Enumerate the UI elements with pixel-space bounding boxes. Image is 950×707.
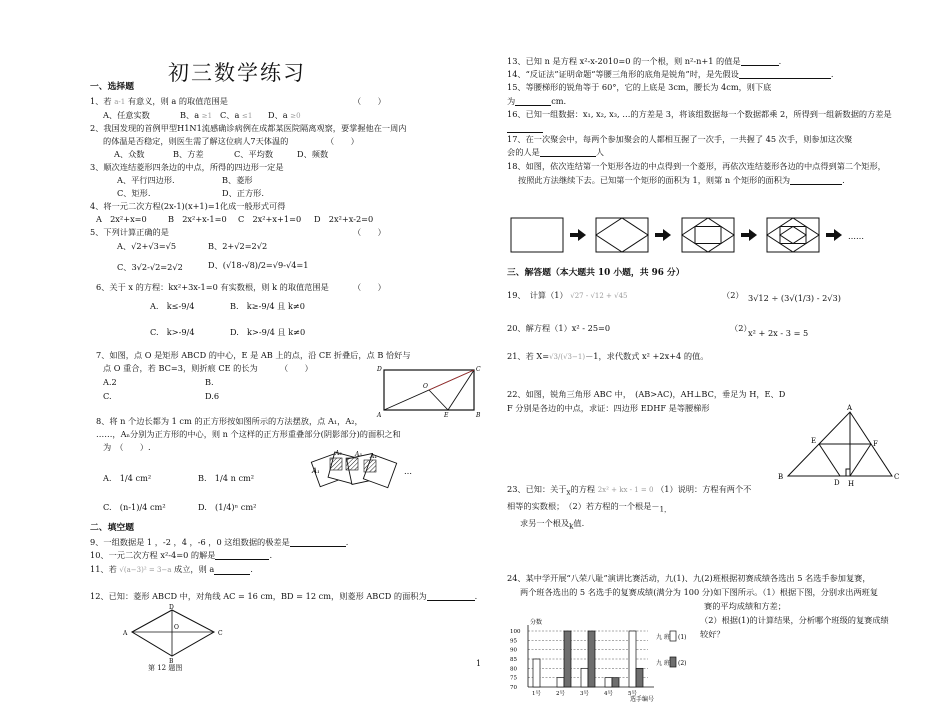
q22-label-h: H — [848, 480, 855, 488]
q6-paren: （ ） — [353, 282, 386, 292]
section-fill: 二、填空题 — [90, 523, 134, 533]
q8-option-c: C. (n-1)/4 cm² — [103, 502, 166, 512]
q17-line-2: 会的人是 人 — [507, 147, 604, 157]
q2-option-b: B、方差 — [173, 149, 204, 159]
y-tick-label: 90 — [510, 647, 517, 654]
bar-series-1 — [557, 678, 564, 687]
q20-expr-2: x² + 2x - 3 = 5 — [748, 328, 809, 338]
q7-option-a: A.2 — [103, 377, 117, 387]
q5-option-a: A、√2+√3=√5 — [117, 241, 177, 251]
q12-label-b: B — [169, 658, 174, 665]
x-axis-label: 选手编号 — [630, 696, 655, 703]
q16-stem: 16、已知一组数据：x₁, x₂, x₃, …的方差是 3，将该组数据每一个数据都乘 2，所得到一组新数据的方差是 — [507, 109, 892, 119]
q12-caption: 第 12 题图 — [148, 664, 183, 672]
q19-stem: 19、 计算（1） √27 - √12 + √45 — [507, 290, 628, 300]
q4-stem: 4、将一元二次方程(2x-1)(x+1)=1化成一般形式可得 — [90, 201, 286, 211]
q7-option-c: C. — [103, 391, 112, 401]
section-choice: 一、选择题 — [90, 82, 134, 92]
q21-fraction: √3/(√3−1) — [549, 353, 586, 361]
svg-text:A₁: A₁ — [312, 467, 320, 475]
q1-option-d: D、a ≥0 — [268, 110, 301, 120]
q18-line-2: 按照此方法继续下去。已知第一个矩形的面积为 1，则第 n 个矩形的面积为 . — [518, 175, 845, 185]
q6-option-b: B. k≥-9/4 且 k≠0 — [230, 301, 305, 311]
q9-stem: 9、一组数据是 1 ，-2 ，4 ，-6 ，0 这组数据的极差是 . — [90, 537, 349, 547]
q16-answer-blank[interactable] — [507, 124, 543, 133]
q24-line-2: 两个班各选出的 5 名选手的复赛成绩(满分为 100 分)如下图所示。（1）根据下图，分别求出两班复 — [520, 587, 879, 597]
q22-line-1: 22、如图，锐角三角形 ABC 中， (AB>AC)，AH⊥BC，垂足为 H，E、D — [507, 389, 786, 399]
q22-label-f: F — [873, 440, 878, 448]
x-tick-label: 4号 — [604, 691, 613, 697]
q15-stem: 15、等腰梯形的锐角等于 60°，它的上底是 3cm，腰长为 4cm，则下底 — [507, 82, 772, 92]
y-tick-label: 80 — [510, 666, 517, 673]
q20-part-2-label: （2） — [730, 323, 752, 333]
q14-answer-blank[interactable] — [739, 70, 831, 79]
y-tick-label: 100 — [510, 629, 521, 635]
svg-text:…: … — [404, 467, 412, 476]
q20-stem: 20、解方程（1）x² - 25=0 — [507, 323, 611, 333]
bar-series-1 — [533, 659, 540, 687]
q4-option-d: D 2x²+x-2=0 — [314, 214, 374, 224]
y-tick-label: 95 — [510, 638, 517, 645]
q2-line-1: 2、我国发现的首例甲型H1N1流感确诊病例在成都某医院隔离观察，要掌握他在一周内 — [90, 123, 407, 133]
y-axis-label: 分数 — [530, 619, 543, 626]
q1-option-b: B、a ≥1 — [180, 110, 213, 120]
q1-radical: a-1 — [114, 98, 126, 106]
q23-line-3: 求另一个根及$_k$值. — [520, 518, 585, 531]
svg-text:A₄: A₄ — [370, 453, 377, 460]
x-tick-label: 2号 — [556, 691, 565, 697]
q18-figure — [508, 213, 876, 257]
q19-expr-1: √27 - √12 + √45 — [570, 292, 628, 300]
q2-option-a: A、众数 — [114, 149, 145, 159]
q9-answer-blank[interactable] — [290, 538, 346, 547]
q22-label-b: B — [778, 473, 784, 481]
q11-stem: 11、若 √(a−3)² = 3−a 成立，则 a . — [90, 564, 253, 574]
page-number: 1 — [476, 659, 482, 668]
legend-name-2: 九 班 — [656, 660, 670, 667]
q3-option-d: D、正方形. — [222, 188, 264, 198]
q7-paren: （ ） — [280, 363, 313, 373]
q8-line-3: 为 （ ）. — [103, 442, 151, 452]
q7-line-1: 7、如图，点 O 是矩形 ABCD 的中心，E 是 AB 上的点，沿 CE 折叠后，点 B 恰好与 — [96, 350, 411, 360]
q3-option-c: C、矩形. — [117, 188, 151, 198]
q24-line-4: （2）根据(1)的计算结果，分析哪个班级的复赛成绩 — [700, 615, 889, 625]
q7-label-o: O — [423, 383, 428, 390]
q2-option-d: D、频数 — [297, 149, 329, 159]
q22-figure — [776, 402, 902, 488]
y-tick-label: 70 — [510, 685, 517, 691]
bar-series-1 — [605, 678, 612, 687]
q5-option-c: C、3√2-√2=2√2 — [117, 262, 183, 272]
q12-label-a: A — [123, 630, 128, 637]
bar-series-1 — [581, 668, 588, 687]
x-tick-label: 1号 — [532, 691, 541, 697]
q5-paren: （ ） — [353, 227, 386, 237]
q1-option-a: A、任意实数 — [103, 110, 150, 120]
q14-stem: 14、“反证法”证明命题“等腰三角形的底角是锐角”时，是先假设 . — [507, 69, 834, 79]
bar-series-2 — [636, 668, 643, 687]
legend-mark-2: (2) — [678, 660, 687, 667]
q1-option-c: C、a ≤1 — [220, 110, 253, 120]
q19-part-2-label: （2） — [722, 290, 744, 300]
q17-line-1: 17、在一次聚会中，每两个参加聚会的人都相互握了一次手，一共握了 45 次手，则参加这次聚 — [507, 134, 853, 144]
q6-stem: 6、关于 x 的方程：kx²+3x-1=0 有实数根，则 k 的取值范围是 — [96, 282, 329, 292]
q5-option-d: D、(√18-√8)/2=√9-√4=1 — [208, 260, 309, 270]
svg-text:A₂: A₂ — [335, 450, 342, 457]
q8-figure — [308, 444, 420, 498]
section-answer: 三、解答题（本大题共 10 小题，共 96 分） — [507, 268, 685, 278]
y-tick-label: 85 — [510, 657, 517, 663]
q19-expr-2: 3√12 ÷ (3√(1/3) - 2√3) — [748, 293, 841, 303]
q7-label-e: E — [444, 412, 449, 419]
q24-line-3: 赛的平均成绩和方差； — [704, 601, 786, 611]
bar-series-2 — [588, 631, 595, 687]
q15-line-2: 为 cm. — [507, 96, 567, 106]
x-tick-label: 3号 — [580, 691, 589, 697]
q4-option-c: C 2x²+x+1=0 — [238, 214, 302, 224]
q10-stem: 10、一元二次方程 x²-4=0 的解是 . — [90, 550, 273, 560]
q18-answer-blank[interactable] — [790, 176, 842, 185]
q23-line-2: 相等的实数根； （2）若方程的一个根是$-_{1,}$ — [507, 501, 672, 514]
q7-label-a: A — [377, 412, 382, 419]
q5-option-b: B、2+√2=2√2 — [208, 241, 268, 251]
q3-option-a: A、平行四边形. — [117, 175, 175, 185]
bar-series-1 — [629, 631, 636, 687]
q18-line-1: 18、如图，依次连结第一个矩形各边的中点得到一个菱形，再依次连结菱形各边的中点得到第二个矩形， — [507, 161, 886, 171]
q22-label-d: D — [834, 479, 840, 487]
q12-label-d: D — [169, 604, 174, 611]
q18-ellipsis: …… — [848, 232, 864, 241]
q7-option-b: B. — [205, 377, 214, 387]
q3-stem: 3、顺次连结菱形四条边的中点，所得的四边形一定是 — [90, 162, 284, 172]
q22-label-c: C — [894, 473, 900, 481]
legend-mark-1: (1) — [678, 634, 687, 641]
q24-chart — [508, 617, 687, 703]
q8-line-1: 8、将 n 个边长都为 1 cm 的正方形按如图所示的方法摆放，点 A₁，A₂， — [96, 416, 363, 426]
q8-option-d: D. (1/4)ⁿ cm² — [198, 502, 257, 512]
q8-option-a: A. 1/4 cm² — [103, 473, 152, 483]
q7-label-b: B — [476, 412, 481, 419]
q12-answer-blank[interactable] — [427, 592, 475, 601]
q16-blank-line — [507, 123, 543, 133]
q1-stem: 1、若 a-1 有意义，则 a 的取值范围是 — [90, 96, 228, 106]
q5-stem: 5、下列计算正确的是 — [90, 227, 169, 237]
q2-line-2: 的体温是否稳定，则医生需了解这位病人7天体温的 — [103, 136, 289, 146]
page-title: 初三数学练习 — [168, 61, 306, 85]
q12-label-c: C — [218, 630, 223, 637]
q11-answer-blank[interactable] — [214, 566, 250, 575]
q22-label-e: E — [811, 437, 817, 445]
q7-line-2: 点 O 重合，若 BC=3，则折痕 CE 的长为 — [103, 363, 258, 373]
q13-stem: 13、已知 n 是方程 x²-x-2010=0 的一个根，则 n²-n+1 的值是 . — [507, 56, 782, 66]
q24-line-1: 24、某中学开展“八荣八耻”演讲比赛活动，九(1)、九(2)班根据初赛成绩各选出 5 名选手参加复赛， — [507, 573, 871, 583]
q4-option-a: A 2x²+x=0 — [96, 214, 147, 224]
q3-option-b: B、菱形 — [222, 175, 253, 185]
q1-paren: （ ） — [353, 96, 386, 106]
q4-option-b: B 2x²+x-1=0 — [168, 214, 227, 224]
q12-stem: 12、已知：菱形 ABCD 中，对角线 AC = 16 cm，BD = 12 cm，则菱形 ABCD 的面积为 . — [90, 591, 478, 601]
q6-option-c: C. k>-9/4 — [150, 327, 195, 337]
q17-answer-blank[interactable] — [540, 148, 596, 157]
q22-label-a: A — [847, 404, 853, 412]
q7-option-d: D.6 — [205, 391, 220, 401]
q12-label-o: O — [174, 624, 179, 631]
q8-line-2: ……，Aₙ分别为正方形的中心，则 n 个这样的正方形重叠部分(阴影部分)的面积之和 — [96, 429, 401, 439]
q12-figure — [122, 604, 228, 664]
q15-answer-blank[interactable] — [515, 97, 551, 106]
q11-radical: √(a−3)² = 3−a — [119, 566, 172, 574]
q24-line-5: 较好？ — [700, 629, 725, 639]
legend-swatch-2 — [670, 657, 676, 667]
y-tick-label: 75 — [510, 675, 517, 682]
bar-series-2 — [564, 631, 571, 687]
q6-option-a: A. k≤-9/4 — [150, 301, 195, 311]
q7-figure — [376, 364, 484, 418]
q7-label-c: C — [476, 366, 481, 373]
legend-swatch-1 — [670, 631, 676, 641]
q7-label-d: D — [377, 366, 382, 373]
svg-text:A₃: A₃ — [355, 451, 362, 458]
q6-option-d: D. k>-9/4 且 k≠0 — [230, 327, 306, 337]
x-tick-label: 5号 — [628, 691, 637, 697]
q21-stem: 21、若 X=√3/(√3−1)－1，求代数式 x² +2x+4 的值。 — [507, 351, 709, 361]
q2-option-c: C、平均数 — [234, 149, 274, 159]
q10-answer-blank[interactable] — [215, 551, 269, 560]
q8-option-b: B. 1/4 n cm² — [198, 473, 255, 483]
q23-line-1: 23、已知：关于$_x$的方程 2x² + kx - 1 = 0 （1）说明：方程有两个不 — [507, 484, 752, 497]
q13-answer-blank[interactable] — [741, 57, 779, 66]
bar-series-2 — [612, 678, 619, 687]
q22-line-2: F 分别是各边的中点，求证：四边形 EDHF 是等腰梯形 — [507, 403, 710, 413]
q23-formula: 2x² + kx - 1 = 0 — [597, 486, 654, 494]
q2-paren: （ ） — [326, 136, 359, 146]
legend-name-1: 九 班 — [656, 634, 670, 641]
